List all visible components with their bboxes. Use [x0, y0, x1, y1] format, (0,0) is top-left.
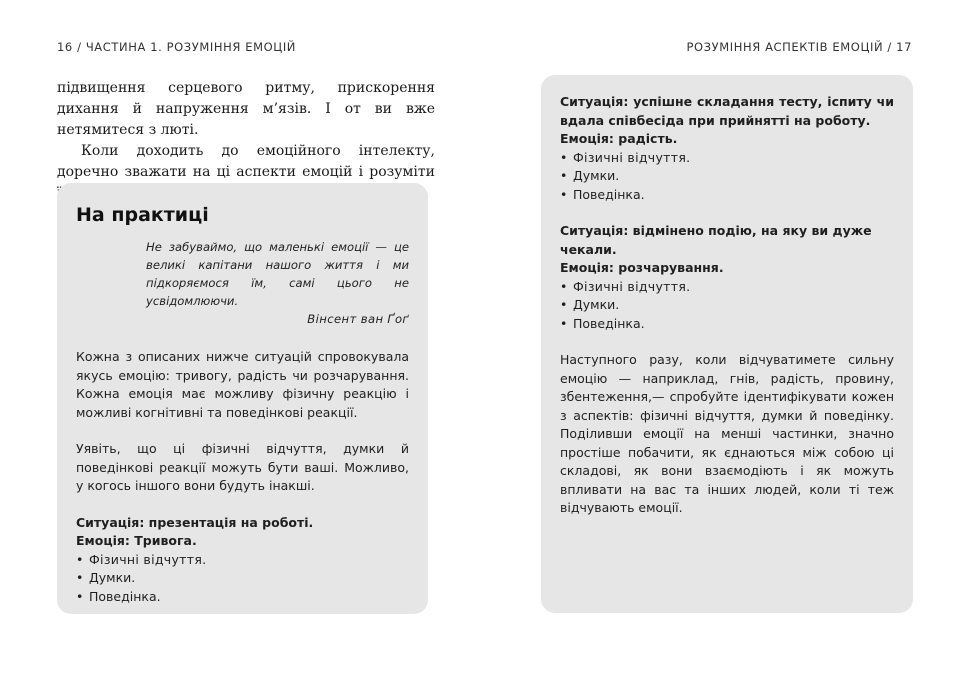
- aspect-list: [560, 149, 894, 205]
- list-item: • Поведінка.: [560, 186, 894, 205]
- aspect-list: [560, 278, 894, 334]
- situation-label: Ситуація: відмінено подію, на яку ви дуже чекали.: [560, 223, 872, 257]
- epigraph-author: Вінсент ван Ґоґ: [307, 312, 409, 326]
- page-header-left: 16 / ЧАСТИНА 1. РОЗУМІННЯ ЕМОЦІЙ: [57, 40, 297, 54]
- closing-paragraph: Наступного разу, коли відчуватимете сильну емоцію — наприклад, гнів, радість, провину, збентеження,— спробуйте ідентифікувати кожен з аспектів: фізичні відчуття, думки й поведінку. Поділивши емоції на менші частинки, значно простіше побачити, як єднаються між собою ці складові, як вони взаємодіють і як можуть впливати на вас та інших людей, коли ті теж відчувають емоції.: [560, 352, 894, 515]
- situation-label: Ситуація: презентація на роботі.: [76, 514, 314, 530]
- list-item: • Думки.: [560, 296, 894, 315]
- practice-paragraph: Уявіть, що ці фізичні відчуття, думки й поведінкові реакції можуть бути ваші. Можливо, у когось іншого вони будуть інакші.: [76, 441, 409, 493]
- practice-paragraph: Кожна з описаних нижче ситуацій спровокувала якусь емоцію: тривогу, радість чи розчарування. Кожна емоція має можливу фізичну реакцію і можливі когнітивні та поведінкові реакції.: [76, 349, 409, 420]
- epigraph: [146, 238, 409, 328]
- emotion-label: Емоція: Тривога.: [76, 533, 197, 548]
- list-item: • Фізичні відчуття.: [76, 551, 409, 570]
- body-paragraph: підвищення серцевого ритму, прискорення дихання й напруження м’язів. І от ви вже нетямитеся з люті.: [57, 80, 435, 138]
- practice-box: [57, 183, 428, 614]
- list-item: • Думки.: [560, 167, 894, 186]
- list-item: • Фізичні відчуття.: [560, 278, 894, 297]
- aspect-list: [76, 551, 409, 607]
- list-item: • Думки.: [76, 569, 409, 588]
- situation-label: Ситуація: успішне складання тесту, іспиту чи вдала співбесіда при прийнятті на роботу.: [560, 94, 894, 128]
- practice-title: На практиці: [76, 204, 209, 226]
- emotion-label: Емоція: розчарування.: [560, 260, 724, 275]
- list-item: • Фізичні відчуття.: [560, 149, 894, 168]
- list-item: • Поведінка.: [560, 315, 894, 334]
- body-paragraph: Коли доходить до емоційного інтелекту, доречно зважати на ці аспекти емоцій і розуміти: [57, 143, 435, 180]
- page-header-right: РОЗУМІННЯ АСПЕКТІВ ЕМОЦІЙ / 17: [686, 40, 912, 54]
- list-item: • Поведінка.: [76, 588, 409, 607]
- epigraph-quote: Не забуваймо, що маленькі емоції — це великі капітани нашого життя і ми підкоряємося їм, самі цього не усвідомлюючи.: [146, 240, 409, 308]
- continuation-box: [541, 75, 913, 613]
- emotion-label: Емоція: радість.: [560, 131, 678, 146]
